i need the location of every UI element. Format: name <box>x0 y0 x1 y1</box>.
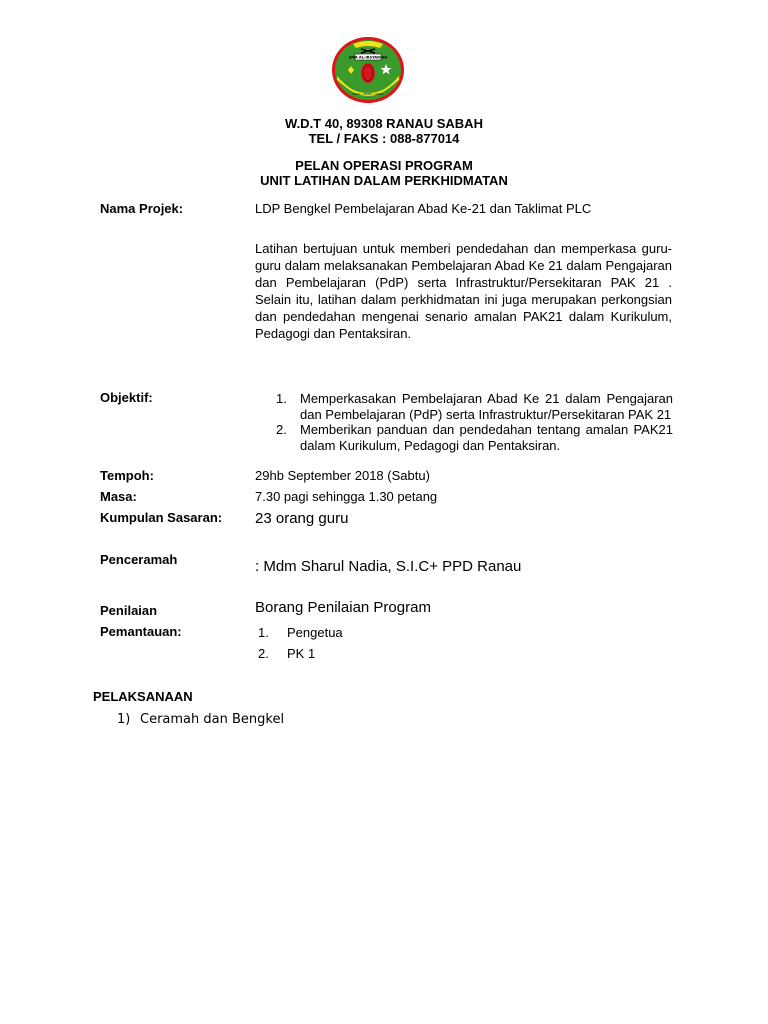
objektif-item <box>276 391 673 423</box>
school-phone: TEL / FAKS : 088-877014 <box>308 131 460 146</box>
pemantauan-item-text: Pengetua <box>287 625 343 640</box>
pelaksanaan-item-number: 1) <box>117 712 131 727</box>
objektif-item-number: 1. <box>276 391 287 406</box>
objektif-item-number: 2. <box>276 422 287 437</box>
objektif-item <box>276 422 673 454</box>
penceramah-label: Penceramah <box>100 552 178 567</box>
school-logo <box>331 36 405 104</box>
masa-label: Masa: <box>100 489 137 504</box>
tempoh-label: Tempoh: <box>100 468 154 483</box>
pemantauan-label: Pemantauan: <box>100 624 182 639</box>
pelaksanaan-item-text: Ceramah dan Bengkel <box>140 712 285 727</box>
pelaksanaan-heading: PELAKSANAAN <box>93 689 193 704</box>
kumpulan-sasaran-value: 23 orang guru <box>255 510 349 527</box>
tempoh-value: 29hb September 2018 (Sabtu) <box>255 468 430 483</box>
document-title: PELAN OPERASI PROGRAM <box>295 158 473 173</box>
penilaian-label: Penilaian <box>100 603 158 618</box>
school-address: W.D.T 40, 89308 RANAU SABAH <box>285 116 483 131</box>
objektif-item-text: Memperkasakan Pembelajaran Abad Ke 21 dalam Pengajaran dan Pembelajaran (PdP) serta Infrastruktur/Persekitaran PAK 21 <box>300 391 673 422</box>
nama-projek-label: Nama Projek: <box>100 201 184 216</box>
pemantauan-item-text: PK 1 <box>287 646 316 661</box>
pemantauan-item-number: 1. <box>258 625 269 640</box>
kumpulan-sasaran-label: Kumpulan Sasaran: <box>100 510 223 525</box>
penilaian-value: Borang Penilaian Program <box>255 599 431 616</box>
masa-value: 7.30 pagi sehingga 1.30 petang <box>255 489 438 504</box>
document-subtitle: UNIT LATIHAN DALAM PERKHIDMATAN <box>260 173 508 188</box>
logo-banner-text: SMA AL-IRSYADIAH <box>348 55 388 60</box>
objektif-label: Objektif: <box>100 390 153 405</box>
pemantauan-item-number: 2. <box>258 646 269 661</box>
penceramah-value: : Mdm Sharul Nadia, S.I.C+ PPD Ranau <box>255 558 522 575</box>
objektif-item-text: Memberikan panduan dan pendedahan tentang amalan PAK21 dalam Kurikulum, Pedagogi dan Pentaksiran. <box>300 422 673 453</box>
logo-motto: ILMU • IMAN • AMAL <box>352 92 384 96</box>
description-paragraph: Latihan bertujuan untuk memberi pendedahan dan memperkasa guru-guru dalam melaksanakan Pembelajaran Abad Ke 21 dalam Pengajaran dan Pembelajaran (PdP) serta Infrastruktur/Persekitaran PAK 21 . Selain itu, latihan dalam perkhidmatan ini juga merupakan perkongsian dan pendedahan mengenai senario amalan PAK21 dalam Kurikulum, Pedagogi dan Pentaksiran. <box>255 241 672 341</box>
nama-projek-value: LDP Bengkel Pembelajaran Abad Ke-21 dan Taklimat PLC <box>255 201 592 216</box>
